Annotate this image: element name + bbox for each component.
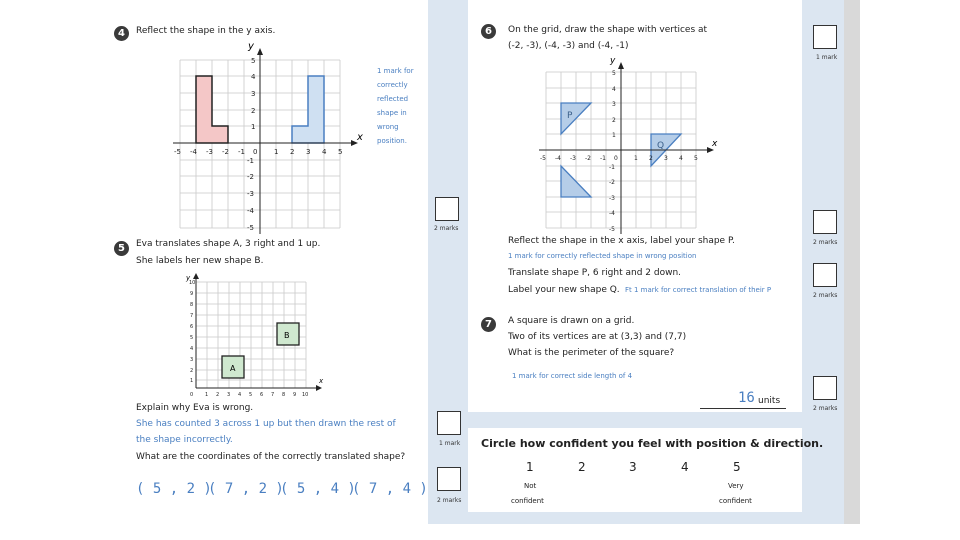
q5-marks-label-1: 1 mark [439,440,461,447]
q6-translate-line1: Translate shape P, 6 right and 2 down. [508,268,682,278]
q4-ytick: -4 [247,207,254,215]
q6-label-p: P [567,111,573,121]
confidence-option-2[interactable]: 2 [578,460,586,474]
q4-xtick: 3 [306,148,311,156]
q6-ytick: -2 [609,179,615,186]
q5-xtick: 5 [249,392,253,398]
q5-ytick: 4 [190,346,194,352]
q6-xtick: -1 [600,155,606,162]
q6-mark-box[interactable] [813,25,837,49]
q5-line2: She labels her new shape B. [136,256,264,266]
q6-xtick: 3 [664,155,668,162]
q5-coord-3: ( 5 , 4 ) [280,481,356,497]
confidence-low-1: Not [524,482,537,490]
q7-answer: 16 [738,390,755,406]
q5-axis-y: y [186,274,191,282]
q6-ytick: -1 [609,164,615,171]
q4-ytick: -3 [247,190,254,198]
confidence-title: Circle how confident you feel with position & direction. [481,437,824,450]
q7-line2: Two of its vertices are at (3,3) and (7,7) [508,332,687,342]
confidence-low-2: confident [511,497,544,505]
q5-marks-label-2: 2 marks [437,497,462,504]
q6-xtick: -4 [555,155,561,162]
q5-ytick: 8 [190,302,194,308]
q6-origin: 0 [614,155,618,162]
q5-coord-2: ( 7 , 2 ) [208,481,284,497]
q4-ytick: 5 [251,57,256,65]
q6-reflect-note: 1 mark for correctly reflected shape in wrong position [508,252,697,260]
q7-answer-line[interactable] [700,408,786,409]
q6-ytick: 3 [612,101,616,108]
q7-marks-label: 2 marks [813,405,838,412]
q4-ytick: 4 [251,73,256,81]
q4-mark-note: 1 mark for correctly reflected shape in wrong position. [377,67,414,145]
q6-translate-mark-box[interactable] [813,263,837,287]
q4-xtick: -1 [238,148,245,156]
q5-ytick: 6 [190,324,194,330]
confidence-option-4[interactable]: 4 [681,460,689,474]
confidence-option-3[interactable]: 3 [629,460,637,474]
q5-question2: What are the coordinates of the correctly translated shape? [136,452,406,462]
q5-axis-x: x [319,377,324,385]
q6-line1: On the grid, draw the shape with vertices at [508,25,708,35]
q5-ytick: 5 [190,335,194,341]
q4-axis-y: y [248,41,254,52]
q6-reflect: Reflect the shape in the x axis, label your shape P. [508,236,735,246]
q5-coord-4: ( 7 , 4 ) [352,481,428,497]
q6-xtick: 2 [649,155,653,162]
q4-ytick: 2 [251,107,256,115]
q4-ytick: 3 [251,90,256,98]
q5-xtick: 9 [293,392,297,398]
q6-grid [534,52,724,234]
q6-xtick: -2 [585,155,591,162]
q4-ytick: -5 [247,224,254,232]
q6-xtick: -5 [540,155,546,162]
q6-xtick: -3 [570,155,576,162]
q6-ytick: 1 [612,132,616,139]
q7-line3: What is the perimeter of the square? [508,348,675,358]
q4-xtick: 1 [274,148,279,156]
q5-ytick: 3 [190,357,194,363]
q7-number: 7 [481,312,496,332]
q5-grid [184,272,330,402]
q5-answer-line2: the shape incorrectly. [136,435,233,445]
q4-marks-label: 2 marks [434,225,459,232]
q6-translate-note: Ft 1 mark for correct translation of their P [625,286,772,294]
q5-xtick: 6 [260,392,264,398]
q5-xtick: 3 [227,392,231,398]
q5-line1: Eva translates shape A, 3 right and 1 up. [136,239,321,249]
confidence-option-1[interactable]: 1 [526,460,534,474]
q5-xtick: 4 [238,392,242,398]
q4-number: 4 [114,21,129,41]
q4-xtick: -4 [190,148,197,156]
q7-units: units [758,396,781,406]
q6-xtick: 5 [694,155,698,162]
q4-shape-original [196,76,228,143]
q4-shape-reflected [292,76,324,143]
confidence-option-5[interactable]: 5 [733,460,741,474]
q5-ytick: 2 [190,368,194,374]
q6-label-q: Q [657,141,665,151]
q7-mark-box[interactable] [813,376,837,400]
q6-ytick: 5 [612,70,616,77]
q5-xtick: 10 [302,392,309,398]
q5-xtick: 8 [282,392,286,398]
q5-xtick: 2 [216,392,220,398]
q5-explain: Explain why Eva is wrong. [136,403,254,413]
q6-ytick: -5 [609,226,615,233]
q4-ytick: -1 [247,157,254,165]
q5-ytick: 1 [190,378,194,384]
q6-xtick: 1 [634,155,638,162]
q4-xtick: 5 [338,148,343,156]
q6-axis-y: y [610,56,616,66]
q5-mark-box-2[interactable] [437,467,461,491]
q6-reflect-mark-box[interactable] [813,210,837,234]
q6-xtick: 4 [679,155,683,162]
q6-reflect-marks-label: 2 marks [813,239,838,246]
q6-ytick: 4 [612,86,616,93]
q6-line2: (-2, -3), (-4, -3) and (-4, -1) [508,41,629,51]
q5-ytick: 9 [190,291,194,297]
q6-axis-x: x [712,139,718,149]
q6-ytick: 2 [612,117,616,124]
q6-marks-label: 1 mark [816,54,838,61]
q4-instruction: Reflect the shape in the y axis. [136,26,276,36]
q4-xtick: 2 [290,148,295,156]
page-edge [844,0,860,524]
q6-number: 6 [481,19,496,39]
q4-xtick: -2 [222,148,229,156]
q6-ytick: -4 [609,210,615,217]
q6-ytick: -3 [609,195,615,202]
q5-label-a: A [230,364,236,373]
q4-ytick: 1 [251,123,256,131]
confidence-high-2: confident [719,497,752,505]
q5-label-b: B [284,331,290,340]
q4-xtick: -5 [174,148,181,156]
q4-origin: 0 [253,148,258,156]
q6-translate-marks-label: 2 marks [813,292,838,299]
q5-xtick: 7 [271,392,275,398]
q5-answer-line1: She has counted 3 across 1 up but then drawn the rest of [136,419,396,429]
q5-origin: 0 [190,392,194,398]
q4-xtick: -3 [206,148,213,156]
q5-mark-box-1[interactable] [437,411,461,435]
q4-grid [168,38,368,234]
q4-ytick: -2 [247,173,254,181]
q5-number: 5 [114,236,129,256]
q6-translate-line2: Label your new shape Q. [508,285,620,295]
q5-ytick: 10 [189,280,196,286]
q7-mark-note: 1 mark for correct side length of 4 [512,372,633,380]
q7-line1: A square is drawn on a grid. [508,316,635,326]
confidence-high-1: Very [728,482,744,490]
q4-mark-box[interactable] [435,197,459,221]
q5-ytick: 7 [190,313,194,319]
q5-xtick: 1 [205,392,209,398]
q5-coord-1: ( 5 , 2 ) [136,481,212,497]
q4-xtick: 4 [322,148,327,156]
q4-axis-x: x [357,132,363,143]
